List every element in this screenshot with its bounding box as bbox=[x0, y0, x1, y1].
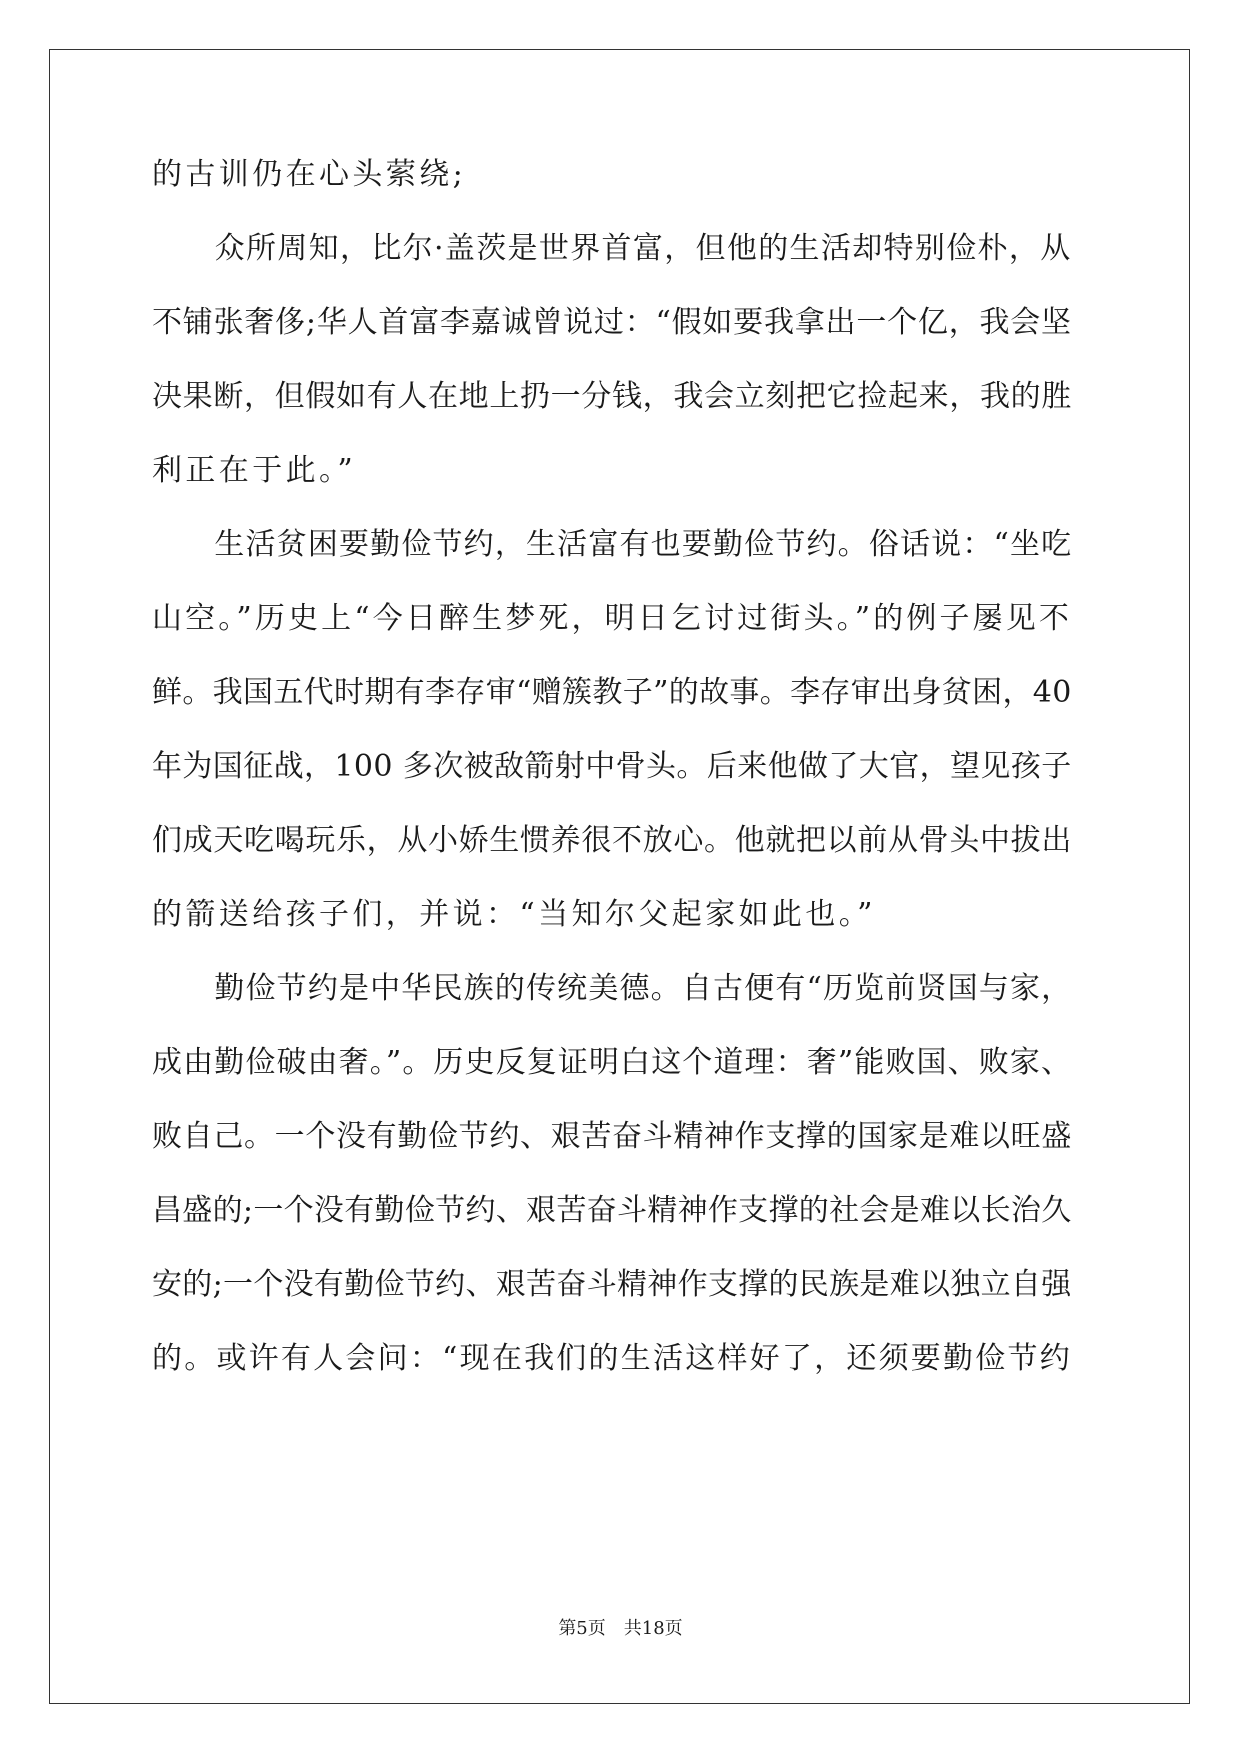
text-line-content: 勤俭节约是中华民族的传统美德。自古便有“历览前贤国与家， bbox=[152, 971, 1073, 1006]
page-border bbox=[49, 49, 1190, 1704]
text-line-content: 不铺张奢侈;华人首富李嘉诚曾说过：“假如要我拿出一个亿，我会坚 bbox=[152, 305, 1072, 340]
text-line-content: 的箭送给孩子们，并说：“当知尔父起家如此也。” bbox=[152, 897, 876, 932]
text-line-content: 的古训仍在心头萦绕; bbox=[152, 157, 467, 192]
text-line-content: 的。或许有人会问：“现在我们的生活这样好了，还须要勤俭节约 bbox=[152, 1341, 1072, 1376]
text-line-content: 们成天吃喝玩乐，从小娇生惯养很不放心。他就把以前从骨头中拔出 bbox=[152, 823, 1072, 858]
text-line-content: 成由勤俭破由奢。”。历史反复证明白这个道理：奢”能败国、败家、 bbox=[152, 1045, 1073, 1080]
text-line-content: 众所周知，比尔·盖茨是世界首富，但他的生活却特别俭朴，从 bbox=[152, 231, 1072, 266]
text-line-content: 利正在于此。” bbox=[152, 453, 357, 488]
text-line-content: 昌盛的;一个没有勤俭节约、艰苦奋斗精神作支撑的社会是难以长治久 bbox=[152, 1193, 1072, 1228]
text-line-content: 败自己。一个没有勤俭节约、艰苦奋斗精神作支撑的国家是难以旺盛 bbox=[152, 1119, 1072, 1154]
text-line-content: 年为国征战，100 多次被敌箭射中骨头。后来他做了大官，望见孩子 bbox=[152, 749, 1072, 784]
text-line-content: 鲜。我国五代时期有李存审“赠簇教子”的故事。李存审出身贫困，40 bbox=[152, 675, 1072, 710]
text-line-content: 安的;一个没有勤俭节约、艰苦奋斗精神作支撑的民族是难以独立自强 bbox=[152, 1267, 1072, 1302]
page-number: 第5页 共18页 bbox=[558, 1618, 683, 1639]
text-line-content: 决果断，但假如有人在地上扔一分钱，我会立刻把它捡起来，我的胜 bbox=[152, 379, 1072, 414]
text-line-content: 生活贫困要勤俭节约，生活富有也要勤俭节约。俗话说：“坐吃 bbox=[152, 527, 1073, 562]
text-line-content: 山空。”历史上“今日醉生梦死，明日乞讨过街头。”的例子屡见不 bbox=[152, 601, 1073, 636]
